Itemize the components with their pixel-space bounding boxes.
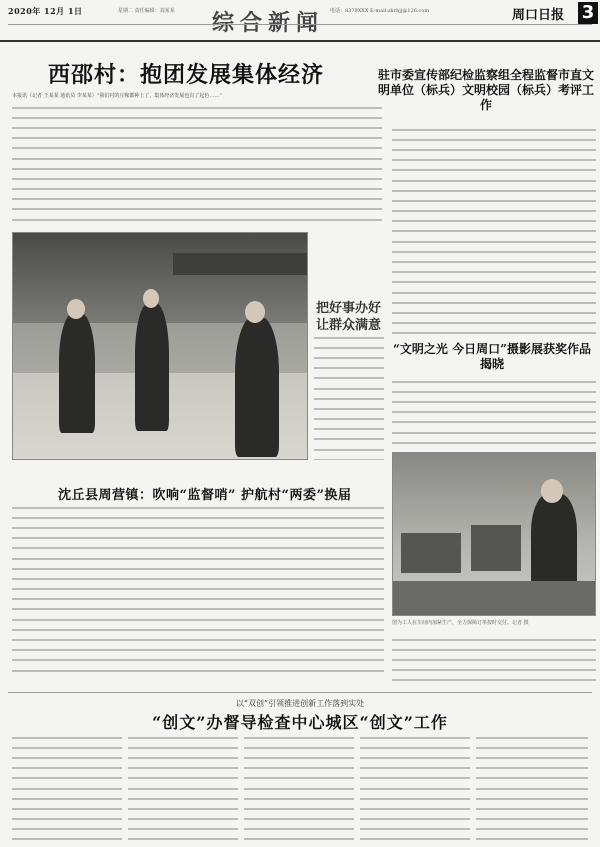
photo-side-text: [314, 334, 384, 460]
masthead-rule: [8, 24, 592, 25]
page-number: 3: [578, 2, 598, 24]
photo-head: [245, 301, 265, 323]
photo-head: [67, 299, 85, 319]
story2-body-text: [12, 504, 384, 680]
right-mid-headline: “文明之光 今日周口”摄影展获奖作品揭晓: [393, 342, 591, 371]
story2-headline: 沈丘县周营镇：吹响“监督哨” 护航村“两委”换届: [58, 488, 352, 503]
section-title: 综合新闻: [212, 10, 325, 36]
contact-info: 电话：8379XXX E-mail:zkrbjj@126.com: [330, 8, 430, 14]
right-mid-body-text: [392, 378, 596, 448]
masthead: [0, 0, 600, 42]
workshop-photo-caption: 图为工人在车间内加紧生产，全力保障订单按时交付。记者 摄: [392, 620, 529, 626]
photo-table: [393, 581, 596, 616]
photo-person: [235, 317, 279, 457]
photo-person: [135, 303, 169, 431]
village-photo: [12, 232, 308, 460]
photo-head: [143, 289, 159, 308]
issue-date: 2020年 12月 1日: [8, 6, 83, 16]
photo-machine: [401, 533, 461, 573]
photo-worker-head: [541, 479, 563, 503]
newspaper-logo: 周口日报: [512, 8, 565, 23]
bottom-col-2: [128, 734, 238, 840]
editor-info: 星期二 责任编辑：刘某某: [118, 8, 175, 14]
photo-worker: [531, 493, 577, 589]
bottom-col-5: [476, 734, 588, 840]
bottom-col-3: [244, 734, 354, 840]
right-bottom-text: [392, 636, 596, 690]
slogan: [316, 300, 381, 334]
bottom-kicker: 以“双创”引领推进创新工作落到实处: [235, 699, 365, 708]
lead-byline: 本报讯（记者 王某某 通讯员 李某某）“我们村的庄稼都种上了，集体经济发展也有了起色……”: [12, 93, 222, 99]
photo-person: [59, 313, 95, 433]
lead-headline: 西邵村：抱团发展集体经济: [48, 62, 325, 88]
slogan-line-2: 让群众满意: [316, 318, 382, 333]
section-divider: [8, 692, 592, 693]
right-top-body-text: [392, 126, 596, 334]
photo-roof: [173, 253, 308, 275]
workshop-photo: [392, 452, 596, 616]
photo-machine: [471, 525, 521, 571]
slogan-line-1: 把好事办好: [316, 301, 382, 316]
lead-body-text: [12, 104, 382, 228]
right-top-headline: 驻市委宣传部纪检监察组全程监督市直文明单位（标兵）文明校园（标兵）考评工作: [378, 68, 595, 112]
bottom-headline: “创文”办督导检查中心城区“创文”工作: [152, 713, 448, 732]
bottom-col-1: [12, 734, 122, 840]
bottom-col-4: [360, 734, 470, 840]
